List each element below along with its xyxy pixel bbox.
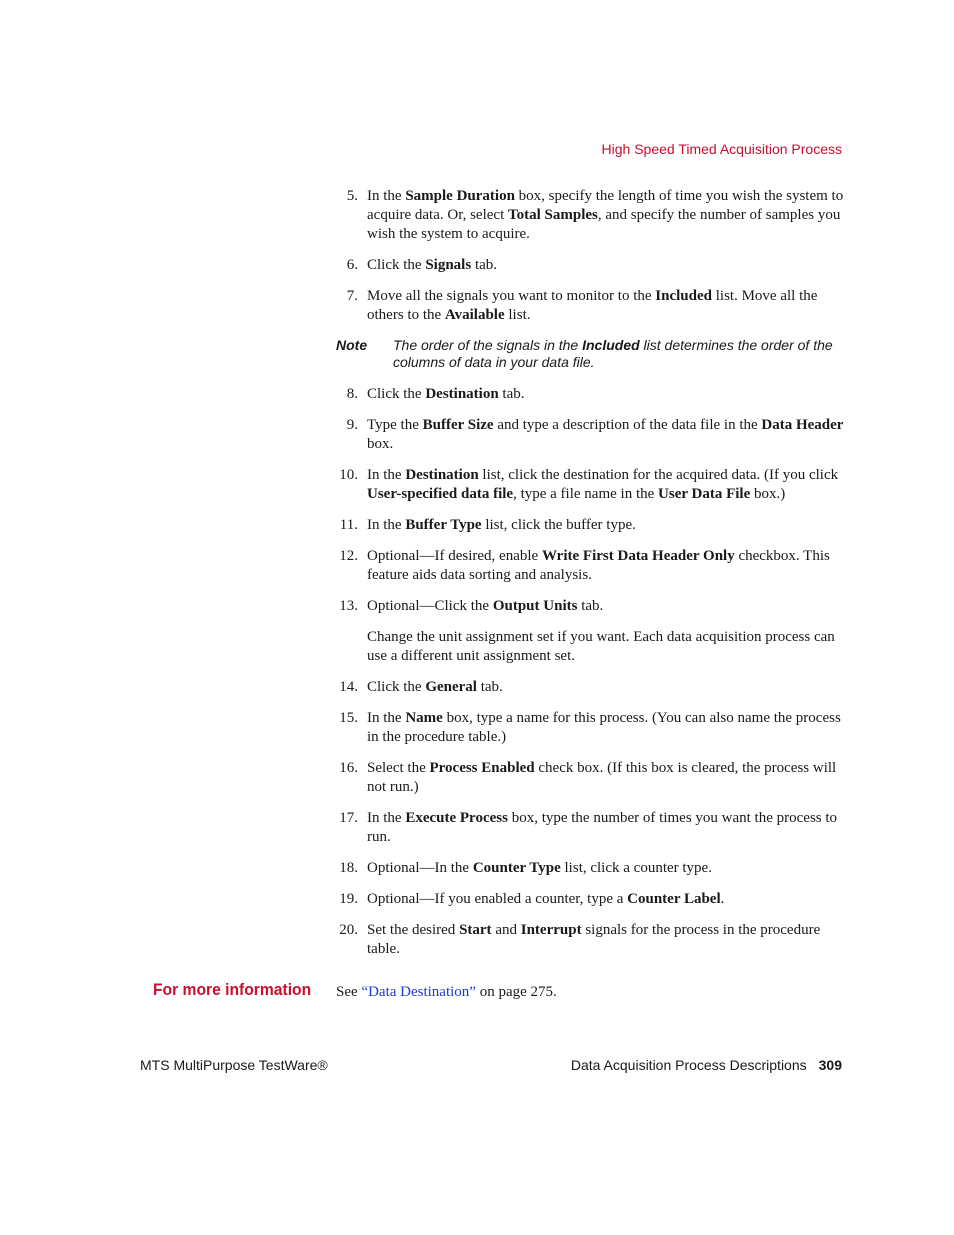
- step-item: [336, 809, 844, 847]
- step-text: In the: [367, 710, 406, 726]
- ui-term: Execute Process: [405, 810, 508, 826]
- step-text: box.: [367, 436, 394, 452]
- ui-term: Write First Data Header Only: [541, 548, 735, 564]
- step-text: tab.: [476, 679, 503, 695]
- step-text: .: [720, 891, 725, 907]
- step-text: box, type the number of times you want the process to run.: [367, 810, 838, 845]
- ui-term: Name: [405, 710, 443, 726]
- steps-group-b: [336, 385, 844, 959]
- step-number: 5.: [346, 188, 358, 204]
- note: [336, 337, 844, 371]
- step-text: box.): [750, 486, 786, 502]
- footer-section-title: Data Acquisition Process Descriptions: [570, 1057, 807, 1073]
- page-number: 309: [818, 1057, 842, 1073]
- step-body: [367, 187, 844, 244]
- steps-group-a: [336, 187, 844, 325]
- footer-product-name: MTS MultiPurpose TestWare®: [140, 1057, 328, 1073]
- step-item: [336, 597, 844, 666]
- step-text: Click the: [367, 257, 426, 273]
- ui-term: Total Samples: [508, 207, 598, 223]
- ui-term: User Data File: [658, 486, 751, 502]
- step-text: In the: [367, 810, 406, 826]
- step-text: tab.: [471, 257, 498, 273]
- ui-term: User-specified data file: [367, 486, 514, 502]
- step-text: , type a file name in the: [513, 486, 659, 502]
- ui-term: Output Units: [492, 598, 578, 614]
- step-extra-paragraph: Change the unit assignment set if you want. Each data acquisition process can use a different unit assignment set.: [367, 629, 835, 664]
- step-text: Move all the signals you want to monitor to the: [367, 288, 656, 304]
- step-text: In the: [367, 517, 406, 533]
- step-text: box, type a name for this process. (You can also name the process in the procedure table.): [367, 710, 841, 745]
- step-text: list. Move all the others to the: [367, 288, 818, 323]
- step-body: [367, 759, 844, 797]
- step-number: 10.: [339, 467, 358, 483]
- step-item: [336, 709, 844, 747]
- step-number: 18.: [339, 860, 358, 876]
- step-body: [367, 516, 844, 535]
- step-text: box, specify the length of time you wish the system to acquire data. Or, select: [367, 188, 844, 223]
- step-text: tab.: [498, 386, 525, 402]
- step-text: In the: [367, 467, 406, 483]
- step-item: [336, 759, 844, 797]
- ui-term: Included: [582, 337, 640, 353]
- step-item: [336, 385, 844, 404]
- step-number: 12.: [339, 548, 358, 564]
- step-text: list, click the buffer type.: [481, 517, 636, 533]
- step-body: [367, 678, 844, 697]
- step-body: [367, 809, 844, 847]
- ui-term: Available: [444, 307, 505, 323]
- step-number: 17.: [339, 810, 358, 826]
- ui-term: Included: [655, 288, 712, 304]
- step-body: [367, 466, 844, 504]
- step-item: [336, 516, 844, 535]
- ui-term: Buffer Type: [405, 517, 482, 533]
- step-text: Optional—Click the: [367, 598, 493, 614]
- step-body: [367, 921, 844, 959]
- step-item: [336, 921, 844, 959]
- step-text: Click the: [367, 386, 426, 402]
- step-number: 8.: [346, 386, 358, 402]
- step-text: list, click the destination for the acquired data. (If you click: [478, 467, 839, 483]
- step-body: [367, 859, 844, 878]
- step-item: [336, 416, 844, 454]
- ui-term: Destination: [425, 386, 499, 402]
- ui-term: Counter Type: [472, 860, 561, 876]
- step-item: [336, 859, 844, 878]
- ui-term: Signals: [425, 257, 472, 273]
- step-text: Set the desired: [367, 922, 460, 938]
- step-text: Optional—If desired, enable: [367, 548, 542, 564]
- step-text: Click the: [367, 679, 426, 695]
- step-text: In the: [367, 188, 406, 204]
- step-item: [336, 287, 844, 325]
- step-text: , and specify the number of samples you wish the system to acquire.: [367, 207, 841, 242]
- step-text: list, click a counter type.: [560, 860, 712, 876]
- more-info-text: [336, 983, 557, 1002]
- ui-term: Start: [459, 922, 492, 938]
- footer-right: [571, 1057, 842, 1073]
- step-text: signals for the process in the procedure table.: [367, 922, 821, 957]
- step-text: list determines the order of the columns of data in your data file.: [393, 337, 833, 370]
- step-number: 20.: [339, 922, 358, 938]
- step-text: and type a description of the data file in the: [493, 417, 762, 433]
- step-item: [336, 890, 844, 909]
- step-text: Select the: [367, 760, 430, 776]
- step-item: [336, 187, 844, 244]
- ui-term: Destination: [405, 467, 479, 483]
- step-body: [367, 597, 844, 616]
- ui-term: Interrupt: [520, 922, 582, 938]
- step-text: Optional—If you enabled a counter, type a: [367, 891, 628, 907]
- step-text: checkbox. This feature aids data sorting and analysis.: [367, 548, 830, 583]
- step-number: 19.: [339, 891, 358, 907]
- step-number: 11.: [339, 517, 358, 533]
- procedure-steps: [336, 187, 844, 971]
- ui-term: Data Header: [761, 417, 844, 433]
- ui-term: Counter Label: [627, 891, 721, 907]
- step-number: 14.: [339, 679, 358, 695]
- ui-term: Sample Duration: [405, 188, 515, 204]
- step-body: [367, 287, 844, 325]
- step-text: tab.: [577, 598, 604, 614]
- more-info-suffix: on page 275.: [475, 984, 557, 1000]
- step-text: Optional—In the: [367, 860, 473, 876]
- data-destination-link[interactable]: “Data Destination”: [361, 984, 476, 1000]
- step-item: [336, 466, 844, 504]
- step-text: Type the: [367, 417, 423, 433]
- ui-term: Process Enabled: [429, 760, 535, 776]
- note-body: [393, 337, 833, 370]
- step-body: [367, 709, 844, 747]
- step-text: The order of the signals in the: [393, 337, 583, 353]
- step-number: 16.: [339, 760, 358, 776]
- step-text: and: [491, 922, 521, 938]
- step-number: 6.: [346, 257, 358, 273]
- step-number: 7.: [346, 288, 358, 304]
- ui-term: General: [425, 679, 477, 695]
- step-number: 13.: [339, 598, 358, 614]
- note-label: Note: [336, 337, 368, 353]
- step-item: [336, 256, 844, 275]
- step-body: [367, 256, 844, 275]
- step-number: 15.: [339, 710, 358, 726]
- step-text: list.: [504, 307, 531, 323]
- more-info-prefix: See: [336, 984, 362, 1000]
- ui-term: Buffer Size: [422, 417, 494, 433]
- step-item: [336, 547, 844, 585]
- step-item: [336, 678, 844, 697]
- step-number: 9.: [346, 417, 358, 433]
- more-info-heading: For more information: [153, 980, 312, 999]
- step-text: check box. (If this box is cleared, the process will not run.): [367, 760, 837, 795]
- step-body: [367, 547, 844, 585]
- step-body: [367, 890, 844, 909]
- step-body: [367, 416, 844, 454]
- running-head: High Speed Timed Acquisition Process: [601, 141, 842, 157]
- step-body: [367, 385, 844, 404]
